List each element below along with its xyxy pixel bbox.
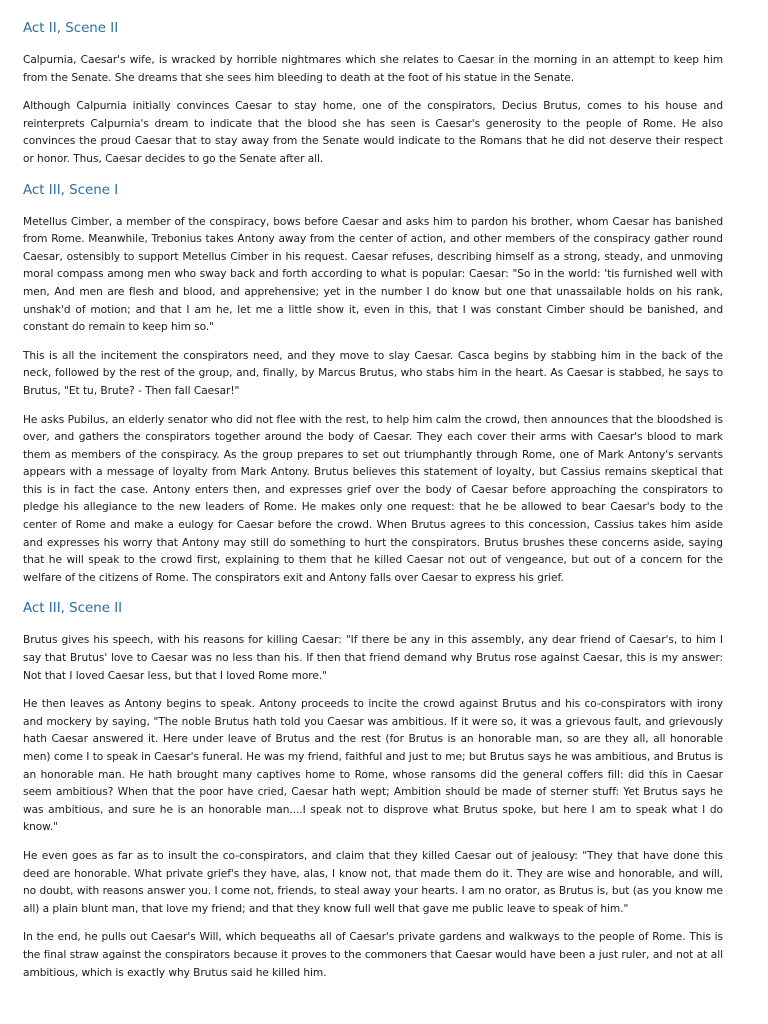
paragraph: Metellus Cimber, a member of the conspiracy, bows before Caesar and asks him to pardon his brother, whom Caesar has banished from Rome. Meanwhile, Trebonius takes Antony away from the center of action, and other members of the conspiracy gather round Caesar, ostensibly to support Metellus Cimber in his request. Caesar refuses, describing himself as a strong, steady, and unmoving moral compass among men who sway back and forth according to what is popular: Caesar: "So in the world: 'tis furnished well with men, And men are flesh and blood, and apprehensive; yet in the number I do know but one that unassailable holds on his rank, unshak'd of motion; and that I am he, let me a little show it, even in this, that I was constant Cimber should be banished, and constant do remain to keep him so." (23, 215, 723, 334)
section-heading: Act III, Scene I (23, 182, 119, 198)
paragraph: Calpurnia, Caesar's wife, is wracked by horrible nightmares which she relates to Caesar in the morning in an attempt to keep him from the Senate. She dreams that she sees him bleeding to death at the foot of his statue in the Senate. (23, 54, 723, 84)
section-act2-scene2 (23, 18, 723, 169)
paragraph: Although Calpurnia initially convinces Caesar to stay home, one of the conspirators, Decius Brutus, comes to his house and reinterprets Calpurnia's dream to indicate that the blood she has seen is Caesar's generosity to the people of Rome. He also convinces the proud Caesar that to stay away from the Senate would indicate to the Romans that he did not deserve their respect or honor. Thus, Caesar decides to go the Senate after all. (23, 100, 723, 165)
document-page (23, 18, 723, 993)
section-heading: Act III, Scene II (23, 601, 123, 617)
paragraph: He even goes as far as to insult the co-conspirators, and claim that they killed Caesar out of jealousy: "They that have done this deed are honorable. What private grief's they have, alas, I know not, that made them do it. They are wise and honorable, and will, no doubt, with reasons answer you. I come not, friends, to steal away your hearts. I am no orator, as Brutus is, but (as you know me all) a plain blunt man, that love my friend; and that they know full well that gave me public leave to speak of him." (23, 849, 723, 915)
paragraph: In the end, he pulls out Caesar's Will, which bequeaths all of Caesar's private gardens and walkways to the people of Rome. This is the final straw against the conspirators because it proves to the commoners that Caesar would have been a just ruler, and not at all ambitious, which is exactly why Brutus said he killed him. (23, 931, 723, 979)
paragraph: He asks Pubilus, an elderly senator who did not flee with the rest, to help him calm the crowd, then announces that the bloodshed is over, and gathers the conspirators together around the body of Caesar. They each cover their arms with Caesar's blood to mark them as members of the conspiracy. As the group prepares to set out triumphantly through Rome, one of Mark Antony's servants appears with a message of loyalty from Mark Antony. Brutus believes this statement of loyalty, but Cassius remains skeptical that this is in fact the case. Antony enters then, and expresses grief over the body of Caesar before approaching the conspirators to pledge his allegiance to the new leaders of Rome. He makes only one request: that he be allowed to bear Caesar's body to the center of Rome and make a eulogy for Caesar before the crowd. When Brutus agrees to this concession, Cassius takes him aside and expresses his worry that Antony may still do something to hurt the conspirators. Brutus brushes these concerns aside, saying that he will speak to the crowd first, explaining to them that he killed Caesar not out of vengeance, but out of a concern for the welfare of the citizens of Rome. The conspirators exit and Antony falls over Caesar to express his grief. (23, 413, 723, 584)
section-act3-scene2 (23, 598, 723, 982)
paragraph: This is all the incitement the conspirators need, and they move to slay Caesar. Casca begins by stabbing him in the back of the neck, followed by the rest of the group, and, finally, by Marcus Brutus, who stabs him in the heart. As Caesar is stabbed, he says to Brutus, "Et tu, Brute? - Then fall Caesar!" (23, 349, 723, 397)
paragraph: Brutus gives his speech, with his reasons for killing Caesar: "If there be any in this assembly, any dear friend of Caesar's, to him I say that Brutus' love to Caesar was no less than his. If then that friend demand why Brutus rose against Caesar, this is my answer: Not that I loved Caesar less, but that I loved Rome more." (23, 634, 723, 682)
paragraph: He then leaves as Antony begins to speak. Antony proceeds to incite the crowd against Brutus and his co-conspirators with irony and mockery by saying, "The noble Brutus hath told you Caesar was ambitious. If it were so, it was a grievous fault, and grievously hath Caesar answered it. Here under leave of Brutus and the rest (for Brutus is an honorable man, so are they all, all honorable men) come I to speak in Caesar's funeral. He was my friend, faithful and just to me; but Brutus says he was ambitious, and Brutus is an honorable man. He hath brought many captives home to Rome, whose ransoms did the general coffers fill: did this in Caesar seem ambitious? When that the poor have cried, Caesar hath wept; Ambition should be made of sterner stuff: Yet Brutus says he was ambitious, and sure he is an honorable man....I speak not to disprove what Brutus spoke, but here I am to speak what I do know." (23, 698, 723, 834)
section-act3-scene1 (23, 180, 723, 588)
section-heading: Act II, Scene II (23, 21, 119, 36)
